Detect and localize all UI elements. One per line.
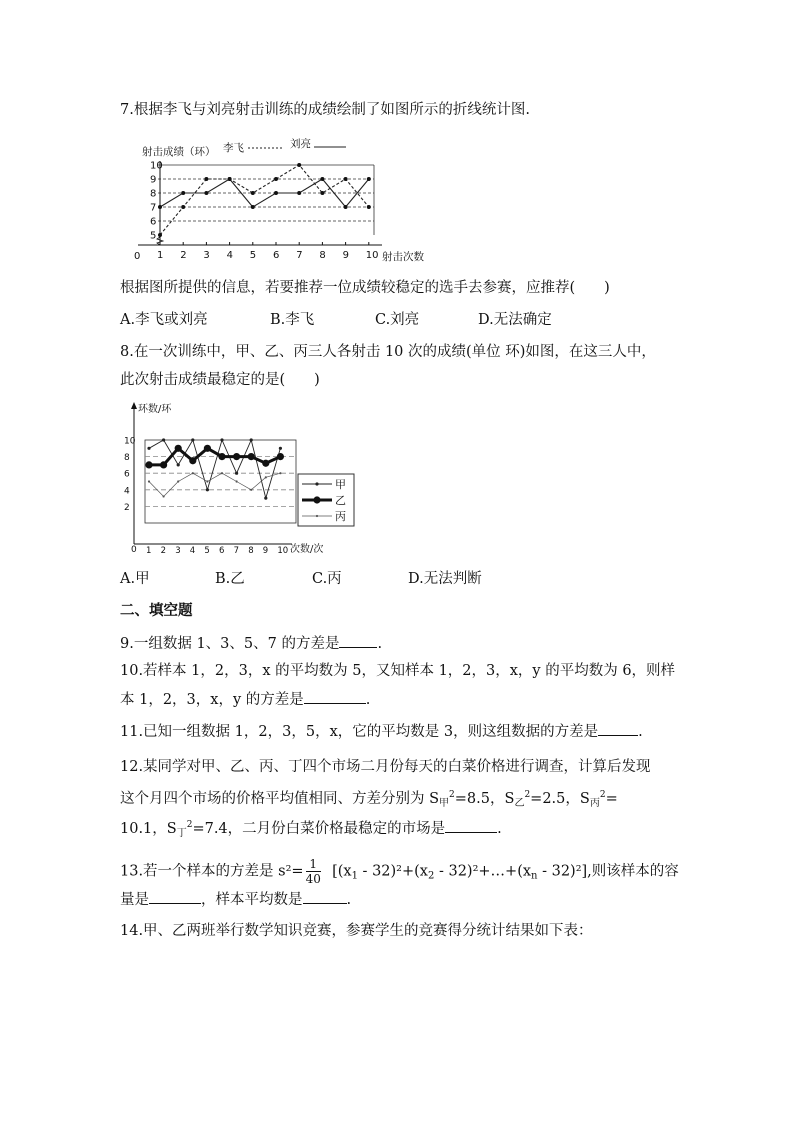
c7-point [274,177,278,181]
c8-point [145,461,152,468]
c7-point [367,205,371,209]
c8-ylabel: 环数/环 [138,404,172,415]
q12-sq-jia: 2 [449,790,455,800]
chart-q7 [120,135,424,267]
q12-sub-ding: 丁 [176,828,187,839]
c8-xtick-label: 2 [160,546,167,556]
q13-line2-a: 量是 [120,892,149,908]
c7-point [344,205,348,209]
c8-ytick-label: 4 [124,486,130,497]
c8-point [148,480,150,482]
q9-blank[interactable] [339,633,377,648]
c7-point [297,191,301,195]
q12-line2 [120,785,618,814]
q12-sub-bing: 丙 [589,798,600,809]
c8-point [192,472,194,474]
q12-line3 [120,815,502,844]
c7-xtick-label: 4 [226,250,233,261]
c7-xtick-label: 7 [296,250,303,261]
c8-xtick-label: 7 [233,546,240,556]
c7-point [367,177,371,181]
q13-text-c: - 32)²+(x [357,863,428,880]
c7-labels [150,161,379,262]
q12-val-yi: =2.5，S [530,791,590,807]
c8-point [235,472,238,475]
q10-blank[interactable] [304,689,366,704]
c7-legend-liuliang: 刘亮 [290,138,311,150]
c8-y-arrow [131,402,137,409]
c7-point [320,191,324,195]
c7-ytick-label: 6 [150,216,157,228]
c7-xlabel: 射击次数 [382,251,424,263]
q13-blank-size[interactable] [149,889,201,904]
q12-line1: 12.某同学对甲、乙、丙、丁四个市场二月份每天的白菜价格进行调查，计算后发现 [120,759,651,775]
q9-end: . [377,636,383,652]
c7-point [181,191,185,195]
c7-point [228,177,232,181]
q12-line3-text: 10.1，S [120,821,177,837]
q13-text-d: - 32)²+…+(x [434,863,532,880]
c7-point [204,177,208,181]
c8-point [262,460,269,467]
c8-ytick-label: 2 [124,502,130,513]
q12-sq-ding: 2 [186,820,193,830]
chart-q8 [120,398,370,560]
q13-frac-num: 1 [306,857,321,872]
q13-frac-den: 40 [305,872,321,886]
c8-point [279,472,281,474]
c7-point [158,233,162,237]
c8-ytick-label: 10 [124,436,136,447]
c8-point [220,438,223,441]
q13-text-a: 13.若一个样本的方差是 s²= [120,863,304,880]
c8-point [147,447,150,450]
q12-sub-jia: 甲 [439,798,450,809]
c8-ytick-label: 6 [124,469,130,480]
q13-line2 [120,889,351,910]
c8-point [189,457,196,464]
q13-fraction [306,857,321,886]
q8-stem-line2: 此次射击成绩最稳定的是( ) [120,372,320,388]
q10-line1: 10.若样本 1，2，3，x 的平均数为 5，又知样本 1，2，3，x，y 的平均数为 6，则样 [120,663,676,679]
c8-xtick-label: 1 [146,546,152,556]
q12-blank[interactable] [445,818,497,833]
q13-text-e: - 32)²],则该样本的容 [537,863,679,880]
c8-point [265,476,267,478]
c7-ytick-label: 7 [150,202,157,214]
c7-point [204,191,208,195]
q13-sub-2: 2 [427,870,435,882]
c8-point [218,453,225,460]
q12-val-bing-eq: = [605,791,618,807]
c8-point [177,480,179,482]
section-title: 二、填空题 [120,603,193,619]
q12-val-ding: =7.4，二月份白菜价格最稳定的市场是 [192,821,446,837]
q7-stem: 7.根据李飞与刘亮射击训练的成绩绘制了如图所示的折线统计图. [120,102,530,118]
q13-line1 [120,857,679,887]
c7-xtick-label: 3 [203,250,210,261]
q8-option-a: A.甲 [120,571,150,587]
c7-xtick-label: 10 [365,250,379,261]
q12-sub-yi: 乙 [514,798,525,809]
c8-xtick-label: 8 [248,546,254,556]
c7-point [344,177,348,181]
c7-lines [158,163,371,237]
q13-line2-b: ，样本平均数是 [201,892,303,908]
q10-end: . [365,692,371,708]
c7-point [181,205,185,209]
c8-point [233,453,240,460]
q13-sub-n: n [531,870,538,882]
q7-option-d: D.无法确定 [478,312,552,328]
q11-blank[interactable] [598,721,638,736]
c8-plot-frame [145,440,296,523]
c8-xtick-label: 9 [262,546,269,556]
c8-labels [124,437,288,557]
c8-point [162,438,165,441]
c8-point [277,453,284,460]
c8-point [177,463,180,466]
q8-option-c: C.丙 [312,571,342,587]
c8-legend-jia: 甲 [335,478,346,491]
c7-point [297,163,301,167]
c8-legend-bing-marker [316,515,318,517]
q11 [120,721,643,742]
q13-sub-1: 1 [351,870,358,882]
c7-xtick-label: 9 [342,250,349,261]
q13-end: . [346,892,352,908]
c7-ytick-label: 5 [150,230,157,242]
q8-stem-line1: 8.在一次训练中，甲、乙、丙三人各射击 10 次的成绩(单位 环)如图，在这三人中， [120,344,656,360]
c8-point [191,438,194,441]
c8-series-jia-line [149,440,280,498]
c8-point [250,438,253,441]
c8-legend-yi-marker [313,496,320,503]
c8-point [206,480,208,482]
c8-xtick-label: 5 [204,546,210,556]
c7-origin: 0 [134,251,141,262]
q13-text-b: [(x [332,863,352,880]
q7-question: 根据图所提供的信息，若要推荐一位成绩较稳定的选手去参赛，应推荐( ) [120,280,610,296]
q7-option-c: C.刘亮 [375,312,420,328]
c8-lines [145,438,284,499]
q12-line2-text: 这个月四个市场的价格平均值相同、方差分别为 S [120,791,440,807]
q8-option-b: B.乙 [215,571,245,587]
c7-xtick-label: 5 [249,250,257,261]
q10-text: 本 1，2，3，x，y 的方差是 [120,692,304,708]
q12-val-jia: =8.5，S [454,791,515,807]
c7-legend-lifei: 李飞 [223,142,244,154]
c8-point [175,445,182,452]
q10-line2 [120,689,370,710]
c7-ytick-label: 9 [150,174,157,186]
c7-point [158,205,162,209]
c7-xtick-label: 8 [319,250,326,261]
c8-legend-bing: 丙 [335,510,346,523]
c8-point [279,447,282,450]
q12-end: . [497,821,502,837]
q8-option-d: D.无法判断 [408,571,482,587]
c8-ytick-label: 8 [124,453,130,464]
c7-ylabel: 射击成绩（环） [142,146,216,158]
c8-legend-jia-marker [315,482,318,485]
c8-xtick-label: 6 [219,546,225,556]
c8-grid [145,440,296,523]
c8-point [236,480,238,482]
c8-xlabel: 次数/次 [290,544,324,555]
c8-point [221,472,223,474]
c8-point [248,453,255,460]
q12-sq-bing: 2 [599,790,606,800]
q14: 14.甲、乙两班举行数学知识竞赛，参赛学生的竞赛得分统计结果如下表： [120,923,593,939]
c7-ytick-label: 10 [150,160,163,172]
c8-xtick-label: 10 [277,546,289,556]
c7-xtick-label: 1 [157,250,164,261]
c7-point [251,191,255,195]
c8-point [250,489,252,491]
q9-text: 9.一组数据 1、3、5、7 的方差是 [120,636,340,652]
q13-blank-mean[interactable] [303,889,347,904]
c7-point [251,205,255,209]
q12-sq-yi: 2 [524,790,531,800]
c8-origin: 0 [131,545,137,555]
c8-point [206,488,209,491]
c7-xtick-label: 2 [180,250,187,261]
c8-point [160,461,167,468]
c8-legend-yi: 乙 [335,494,346,507]
c8-point [264,497,267,500]
c7-point [274,191,278,195]
c8-xtick-label: 4 [189,546,196,556]
c7-ytick-label: 8 [150,188,157,200]
q7-option-b: B.李飞 [270,312,315,328]
q11-end: . [638,724,643,740]
c8-point [204,445,211,452]
q11-text: 11.已知一组数据 1，2，3，5，x，它的平均数是 3，则这组数据的方差是 [120,724,599,740]
c8-xtick-label: 3 [175,546,181,556]
q9 [120,633,382,654]
c8-point [163,495,165,497]
c7-point [320,177,324,181]
q7-option-a: A.李飞或刘亮 [120,312,208,328]
c7-xtick-label: 6 [273,250,280,261]
